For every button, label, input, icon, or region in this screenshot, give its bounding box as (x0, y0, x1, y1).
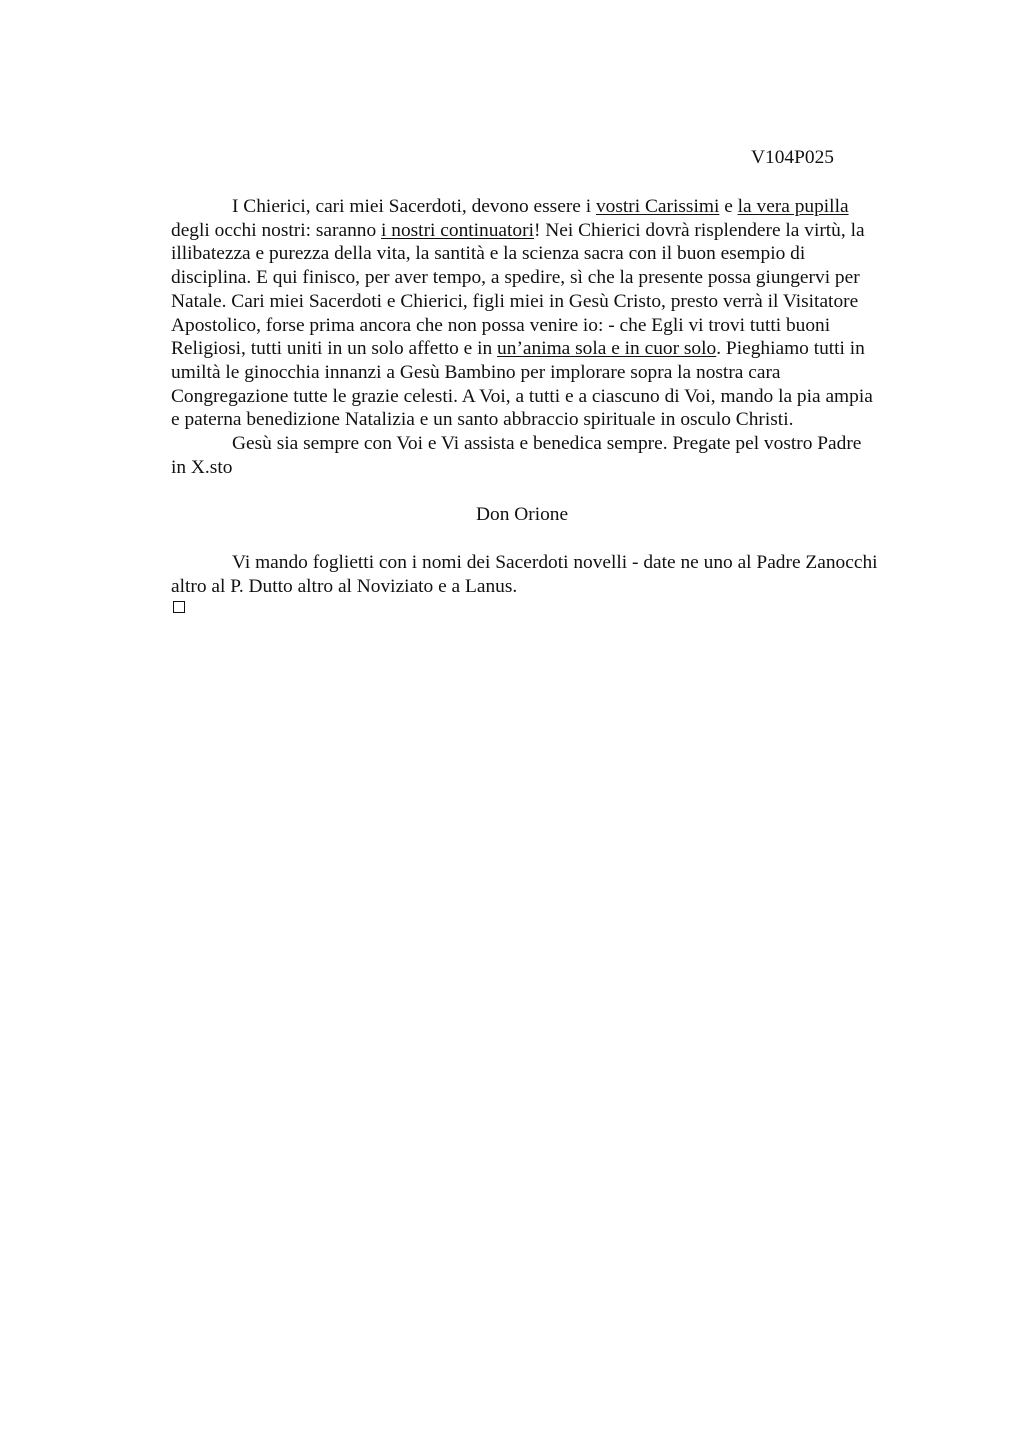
paragraph-line (171, 314, 931, 338)
paragraph-line (171, 408, 931, 432)
underlined-text: la vera pupilla (737, 196, 849, 217)
underlined-text: un’anima sola e in cuor solo (497, 338, 717, 360)
paragraph-line (171, 195, 931, 219)
square-box-icon (173, 601, 185, 613)
text-segment: . Pieghiamo tutti in (716, 338, 865, 360)
text-segment: I Chierici, cari miei Sacerdoti, devono essere i (232, 196, 596, 217)
postscript-line: Vi mando foglietti con i nomi dei Sacerdoti novelli - date ne uno al Padre Zanocchi (232, 552, 878, 573)
text-segment: e paterna benedizione Natalizia e un santo abbraccio spirituale in osculo Christi. (171, 409, 794, 431)
paragraph-line (171, 361, 931, 385)
text-segment: disciplina. E qui finisco, per aver tempo, a spedire, sì che la presente possa giungervi per (171, 267, 860, 289)
closing-line: Gesù sia sempre con Voi e Vi assista e benedica sempre. Pregate pel vostro Padre (232, 433, 862, 455)
paragraph-line (171, 219, 931, 243)
text-segment: umiltà le ginocchia innanzi a Gesù Bambino per implorare sopra la nostra cara (171, 361, 781, 383)
text-segment: e (719, 196, 738, 217)
text-segment: ! Nei Chierici dovrà risplendere la virtù, la (533, 219, 865, 241)
paragraph-line (171, 290, 931, 314)
paragraph-line (171, 242, 931, 266)
text-segment: illibatezza e purezza della vita, la santità e la scienza sacra con il buon esempio di (171, 243, 806, 265)
text-segment: Congregazione tutte le grazie celesti. A Voi, a tutti e a ciascuno di Voi, mando la pia ampia (171, 385, 873, 407)
underlined-text: i nostri continuatori (381, 219, 534, 241)
text-segment: Religiosi, tutti uniti in un solo affetto e in (171, 338, 498, 360)
postscript (171, 551, 931, 598)
closing-line: in X.sto (171, 456, 233, 478)
text-segment: Natale. Cari miei Sacerdoti e Chierici, figli miei in Gesù Cristo, presto verrà il Visitatore (171, 290, 859, 312)
letter-body (171, 195, 931, 479)
document-id: V104P025 (751, 147, 834, 168)
paragraph-closing (171, 432, 931, 479)
text-segment: Apostolico, forse prima ancora che non possa venire io: - che Egli vi trovi tutti buoni (171, 314, 831, 336)
postscript-line: altro al P. Dutto altro al Noviziato e a Lanus. (171, 575, 518, 597)
paragraph-line (171, 337, 931, 361)
paragraph-line (171, 266, 931, 290)
paragraph-line (171, 385, 931, 409)
underlined-text: vostri Carissimi (595, 196, 720, 217)
paragraph-main (171, 195, 931, 432)
text-segment: degli occhi nostri: saranno (171, 219, 382, 241)
signature: Don Orione (476, 504, 569, 525)
